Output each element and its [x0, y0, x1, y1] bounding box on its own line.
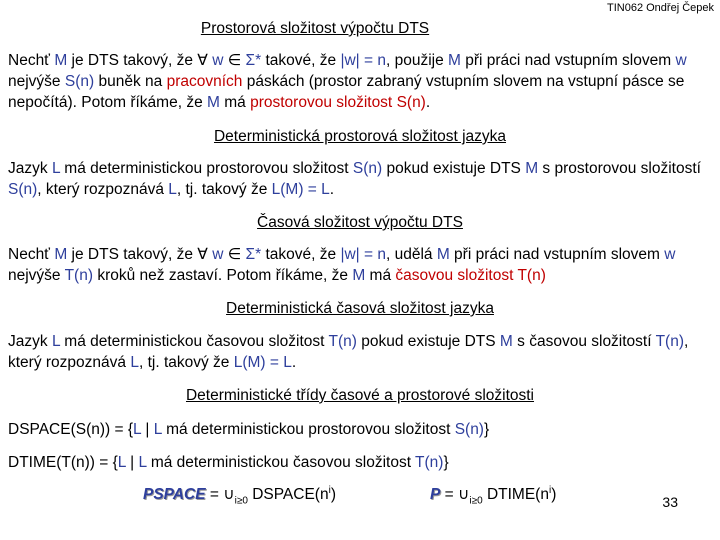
paragraph-det-time-lang: Jazyk L má deterministickou časovou složitost T(n) pokud existuje DTS M s časovou složitostí T(n), který rozpoznává L, tj. takový že L(M) = L. [8, 333, 689, 371]
formula-dspace: DSPACE(S(n)) = {L | L má deterministickou prostorovou složitost S(n)} [8, 421, 490, 438]
paragraph-space-definition: Nechť M je DTS takový, že ∀ w ∈ Σ* takové, že |w| = n, použije M při práci nad vstupním slovem w nejvýše S(n) buněk na pracovních páskách (prostor zabraný vstupním slovem na vstupní pásce se nepočítá). Potom říkáme, že M má prostorovou složitost S(n). [8, 52, 687, 111]
paragraph-det-space-lang: Jazyk L má deterministickou prostorovou složitost S(n) pokud existuje DTS M s prostorovou složitostí S(n), který rozpoznává L, tj. takový že L(M) = L. [8, 160, 701, 198]
course-label: TIN062 Ondřej Čepek [607, 2, 714, 14]
paragraph-time-definition: Nechť M je DTS takový, že ∀ w ∈ Σ* takové, že |w| = n, udělá M při práci nad vstupním slovem w nejvýše T(n) kroků než zastaví. Potom říkáme, že M má časovou složitost T(n) [8, 246, 676, 284]
section-title-det-classes: Deterministické třídy časové a prostorové složitosti [185, 387, 535, 404]
section-title-det-time-lang: Deterministická časová složitost jazyka [226, 300, 494, 317]
formula-pspace: PSPACE = $\cup_{i\ge 0}$ $DSPACE(n^i)$ [143, 485, 336, 507]
section-title-det-space-lang: Deterministická prostorová složitost jazyka [213, 128, 507, 145]
slide-number: 33 [662, 494, 678, 510]
formula-p: $P = \cup_{i\ge 0}$ $DTIME(n^i)$ [430, 485, 557, 507]
formula-dtime: DTIME(T(n)) = {L | L má deterministickou časovou složitost T(n)} [8, 454, 449, 471]
section-title-time-complexity: Časová složitost výpočtu DTS [257, 214, 463, 231]
section-title-space-complexity: Prostorová složitost výpočtu DTS [200, 20, 430, 37]
